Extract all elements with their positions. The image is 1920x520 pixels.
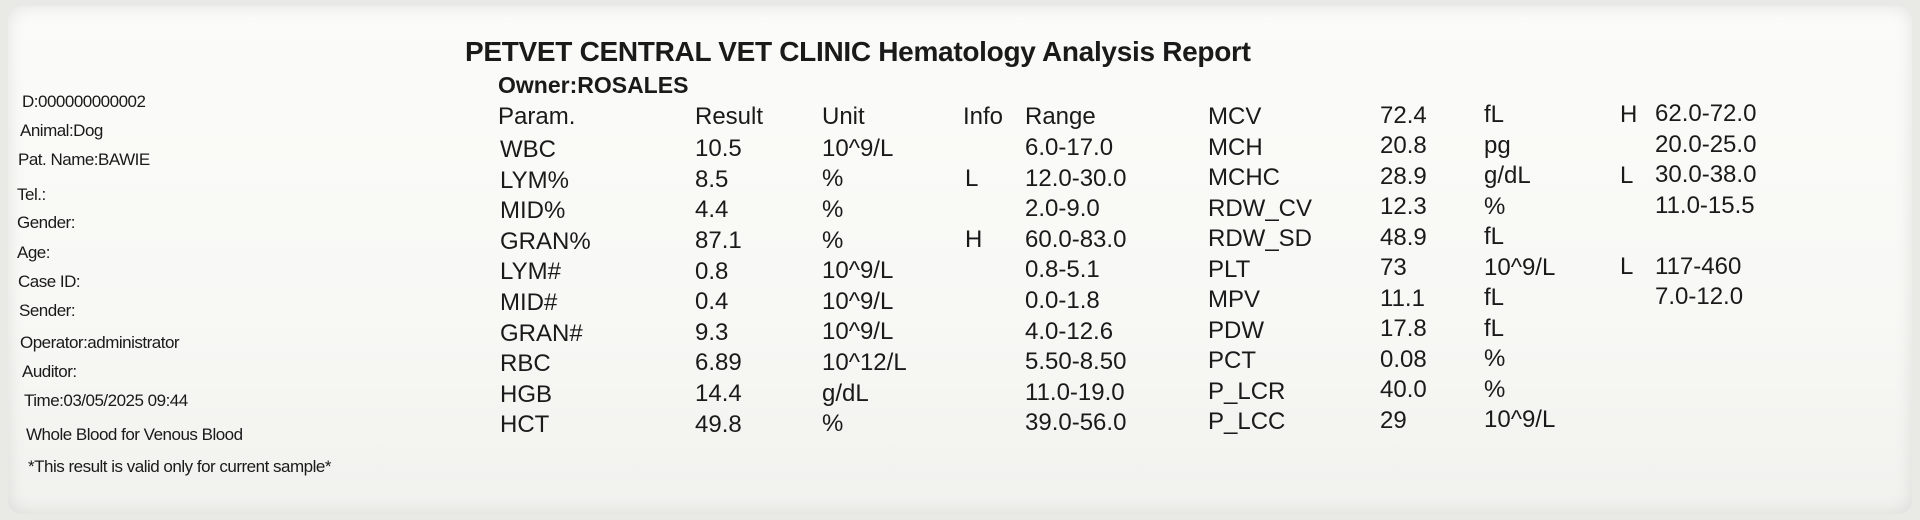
row-result: 17.8 (1380, 315, 1427, 343)
row-unit: % (1484, 345, 1506, 373)
patient-animal: Animal:Dog (20, 121, 103, 140)
patient-operator: Operator:administrator (20, 333, 180, 352)
row-param: P_LCR (1208, 377, 1286, 405)
row-param: RDW_SD (1208, 225, 1313, 252)
row-unit: 10^12/L (822, 348, 907, 376)
row-unit: 10^9/L (1484, 253, 1556, 281)
row-param: GRAN# (500, 319, 583, 347)
patient-gender: Gender: (17, 213, 75, 232)
row-unit: 10^9/L (822, 257, 894, 285)
row-info: H (1620, 100, 1638, 128)
patient-age: Age: (17, 243, 50, 262)
row-param: RDW_CV (1208, 194, 1313, 222)
row-param: MPV (1208, 286, 1261, 313)
row-range: 4.0-12.6 (1025, 317, 1114, 345)
row-result: 11.1 (1380, 284, 1425, 312)
row-unit: fL (1484, 284, 1505, 312)
row-range: 6.0-17.0 (1025, 133, 1114, 161)
row-result: 4.4 (695, 196, 729, 224)
row-param: GRAN% (500, 227, 591, 255)
row-result: 72.4 (1380, 101, 1427, 129)
row-param: LYM# (500, 258, 561, 286)
row-info: L (1620, 161, 1634, 189)
row-result: 9.3 (695, 318, 729, 346)
row-param: MCV (1208, 103, 1262, 130)
row-unit: % (822, 410, 844, 438)
row-unit: % (822, 195, 844, 223)
header-param: Param. (498, 103, 576, 130)
row-range: 0.8-5.1 (1025, 256, 1100, 284)
row-param: MCH (1208, 133, 1263, 161)
row-result: 8.5 (695, 165, 729, 193)
row-range: 5.50-8.50 (1025, 348, 1127, 376)
row-unit: % (822, 165, 844, 193)
header-unit: Unit (822, 103, 865, 130)
row-unit: 10^9/L (1484, 406, 1556, 434)
row-unit: % (1484, 375, 1506, 403)
owner-label: Owner:ROSALES (498, 72, 689, 98)
row-result: 40.0 (1380, 376, 1427, 404)
row-range: 20.0-25.0 (1655, 130, 1757, 158)
row-range: 39.0-56.0 (1025, 409, 1127, 437)
row-info: L (965, 164, 979, 192)
patient-case-id: Case ID: (18, 272, 81, 291)
row-result: 14.4 (695, 380, 742, 408)
row-range: 60.0-83.0 (1025, 225, 1127, 253)
patient-time: Time:03/05/2025 09:44 (24, 391, 188, 410)
row-result: 28.9 (1380, 162, 1427, 190)
row-result: 20.8 (1380, 132, 1427, 160)
patient-name: Pat. Name:BAWIE (18, 150, 150, 169)
sample-validity: *This result is valid only for current sample* (28, 457, 331, 476)
row-unit: fL (1484, 314, 1505, 342)
row-result: 6.89 (695, 349, 742, 377)
header-result: Result (695, 103, 764, 130)
row-param: WBC (500, 136, 556, 163)
patient-auditor: Auditor: (22, 362, 77, 381)
row-range: 62.0-72.0 (1655, 100, 1757, 128)
row-range: 0.0-1.8 (1025, 286, 1100, 314)
header-info: Info (963, 103, 1004, 130)
row-info: L (1620, 253, 1634, 281)
row-param: HCT (500, 411, 550, 439)
row-result: 48.9 (1380, 223, 1427, 251)
row-param: MCHC (1208, 164, 1280, 191)
row-result: 10.5 (695, 135, 742, 163)
row-param: PCT (1208, 347, 1256, 374)
row-param: HGB (500, 380, 553, 408)
row-unit: fL (1484, 223, 1505, 251)
row-result: 0.8 (695, 257, 729, 285)
row-unit: g/dL (1484, 162, 1531, 190)
row-unit: fL (1484, 101, 1505, 129)
patient-tel: Tel.: (17, 185, 46, 204)
row-unit: 10^9/L (822, 318, 894, 346)
row-param: MID% (500, 197, 566, 225)
row-range: 2.0-9.0 (1025, 195, 1100, 223)
row-range: 30.0-38.0 (1655, 161, 1757, 189)
row-param: RBC (500, 350, 551, 378)
row-param: MID# (500, 289, 558, 316)
patient-sender: Sender: (19, 301, 76, 320)
row-result: 73 (1380, 254, 1407, 282)
row-param: LYM% (500, 166, 569, 194)
row-result: 12.3 (1380, 193, 1427, 221)
row-range: 11.0-15.5 (1655, 191, 1755, 219)
row-unit: % (1484, 192, 1506, 220)
row-param: PDW (1208, 316, 1264, 344)
row-range: 7.0-12.0 (1655, 283, 1744, 311)
row-unit: 10^9/L (822, 134, 894, 162)
report-title: PETVET CENTRAL VET CLINIC Hematology Analysis Report (465, 36, 1251, 67)
row-result: 0.4 (695, 288, 729, 316)
row-result: 0.08 (1380, 345, 1427, 373)
row-param: P_LCC (1208, 408, 1286, 435)
row-unit: 10^9/L (822, 287, 894, 315)
row-param: PLT (1208, 255, 1251, 283)
header-range: Range (1025, 103, 1096, 130)
sample-type: Whole Blood for Venous Blood (26, 425, 243, 444)
row-unit: g/dL (822, 379, 869, 407)
row-result: 49.8 (695, 410, 742, 438)
row-result: 87.1 (695, 227, 742, 255)
row-result: 29 (1380, 406, 1407, 434)
row-range: 12.0-30.0 (1025, 164, 1127, 192)
row-unit: % (822, 226, 844, 254)
row-range: 117-460 (1655, 252, 1742, 280)
patient-id: D:000000000002 (22, 92, 146, 111)
row-unit: pg (1484, 131, 1511, 159)
row-range: 11.0-19.0 (1025, 378, 1125, 406)
row-info: H (965, 225, 983, 253)
